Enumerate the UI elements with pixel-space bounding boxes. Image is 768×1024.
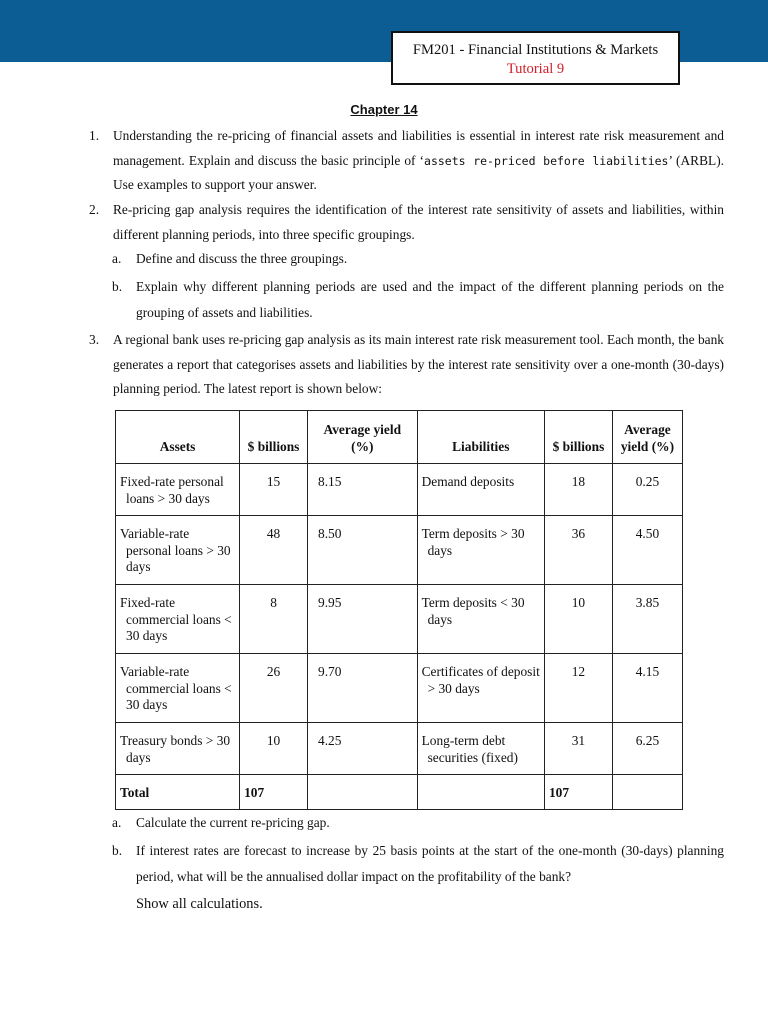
empty-cell — [612, 775, 682, 810]
asset-amount: 15 — [240, 464, 308, 516]
liability-name: Term deposits > 30 days — [417, 516, 544, 585]
question-number: 3. — [89, 332, 100, 347]
asset-amount: 8 — [240, 585, 308, 654]
question-text: A regional bank uses re-pricing gap analysis as its main interest rate risk measurement tool. Each month, the bank generates a report that categorises assets and liabilities by the interest rate sensitivity over a one-month (30-days) planning period. The latest report is shown below: — [113, 332, 724, 396]
asset-amount: 10 — [240, 723, 308, 775]
asset-name: Fixed-rate personal loans > 30 days — [116, 464, 240, 516]
sub-label: a. — [112, 251, 122, 266]
empty-cell — [417, 775, 544, 810]
question-text: Understanding the re-pricing of financial assets and liabilities is essential in interest rate risk measurement and management. Explain and discuss the basic principle of ‘assets re-priced before liabilities’ (ARBL). Use examples to support your answer. — [113, 128, 725, 192]
asset-yield: 8.50 — [308, 516, 418, 585]
table-total-row — [116, 775, 683, 810]
empty-cell — [308, 775, 418, 810]
sub-text: Calculate the current re-pricing gap. — [136, 815, 330, 830]
sub-label: b. — [112, 843, 123, 858]
liability-amount: 31 — [544, 723, 612, 775]
tutorial-title: Tutorial 9 — [506, 61, 565, 77]
asset-name: Fixed-rate commercial loans < 30 days — [116, 585, 240, 654]
liability-name: Certificates of deposit > 30 days — [417, 654, 544, 723]
question-text: Re-pricing gap analysis requires the identification of the interest rate sensitivity of assets and liabilities, within different planning periods, into three specific groupings. — [113, 202, 724, 242]
asset-amount: 48 — [240, 516, 308, 585]
sub-label: b. — [112, 279, 123, 294]
col-header-liabilities: Liabilities — [417, 411, 544, 464]
table-row — [116, 585, 683, 654]
liability-amount: 10 — [544, 585, 612, 654]
asset-yield: 8.15 — [308, 464, 418, 516]
liability-name: Long-term debt securities (fixed) — [417, 723, 544, 775]
table-row — [116, 654, 683, 723]
asset-name: Variable-rate personal loans > 30 days — [116, 516, 240, 585]
liability-yield: 6.25 — [612, 723, 682, 775]
question-number: 1. — [89, 128, 100, 143]
liability-yield: 3.85 — [612, 585, 682, 654]
asset-name: Variable-rate commercial loans < 30 days — [116, 654, 240, 723]
liability-yield: 4.15 — [612, 654, 682, 723]
liability-amount: 36 — [544, 516, 612, 585]
total-assets: 107 — [240, 775, 308, 810]
question-number: 2. — [89, 202, 100, 217]
show-calculations: Show all calculations. — [136, 896, 263, 912]
liability-yield: 4.50 — [612, 516, 682, 585]
liability-amount: 18 — [544, 464, 612, 516]
course-title: FM201 - Financial Institutions & Markets — [412, 42, 659, 58]
col-header-asset-billions: $ billions — [240, 411, 308, 464]
repricing-table — [115, 410, 683, 810]
arbl-phrase: assets re-priced before liabilities — [424, 153, 669, 168]
sub-text: Explain why different planning periods are used and the impact of the different planning periods on the grouping of assets and liabilities. — [136, 279, 724, 320]
liability-name: Term deposits < 30 days — [417, 585, 544, 654]
question-3b — [112, 838, 724, 889]
col-header-liab-billions: $ billions — [544, 411, 612, 464]
asset-amount: 26 — [240, 654, 308, 723]
question-3 — [89, 328, 724, 402]
question-2a — [112, 246, 724, 272]
question-2 — [89, 198, 724, 247]
liability-amount: 12 — [544, 654, 612, 723]
total-liabilities: 107 — [544, 775, 612, 810]
question-2b — [112, 274, 724, 325]
total-label: Total — [116, 775, 240, 810]
sub-text: Define and discuss the three groupings. — [136, 251, 348, 266]
table-row — [116, 723, 683, 775]
liability-name: Demand deposits — [417, 464, 544, 516]
asset-yield: 4.25 — [308, 723, 418, 775]
asset-yield: 9.70 — [308, 654, 418, 723]
question-1 — [89, 124, 724, 198]
liability-yield: 0.25 — [612, 464, 682, 516]
table-row — [116, 516, 683, 585]
sub-text: If interest rates are forecast to increase by 25 basis points at the start of the one-month (30-days) planning period, what will be the annualised dollar impact on the profitability of the bank? — [136, 843, 724, 884]
chapter-heading: Chapter 14 — [350, 102, 418, 117]
title-box — [391, 31, 680, 85]
question-3a — [112, 810, 724, 836]
sub-label: a. — [112, 815, 122, 830]
table-header-row — [116, 411, 683, 464]
col-header-liab-yield: Average yield (%) — [612, 411, 682, 464]
asset-name: Treasury bonds > 30 days — [116, 723, 240, 775]
table-row — [116, 464, 683, 516]
col-header-assets: Assets — [116, 411, 240, 464]
asset-yield: 9.95 — [308, 585, 418, 654]
col-header-asset-yield: Average yield (%) — [308, 411, 418, 464]
